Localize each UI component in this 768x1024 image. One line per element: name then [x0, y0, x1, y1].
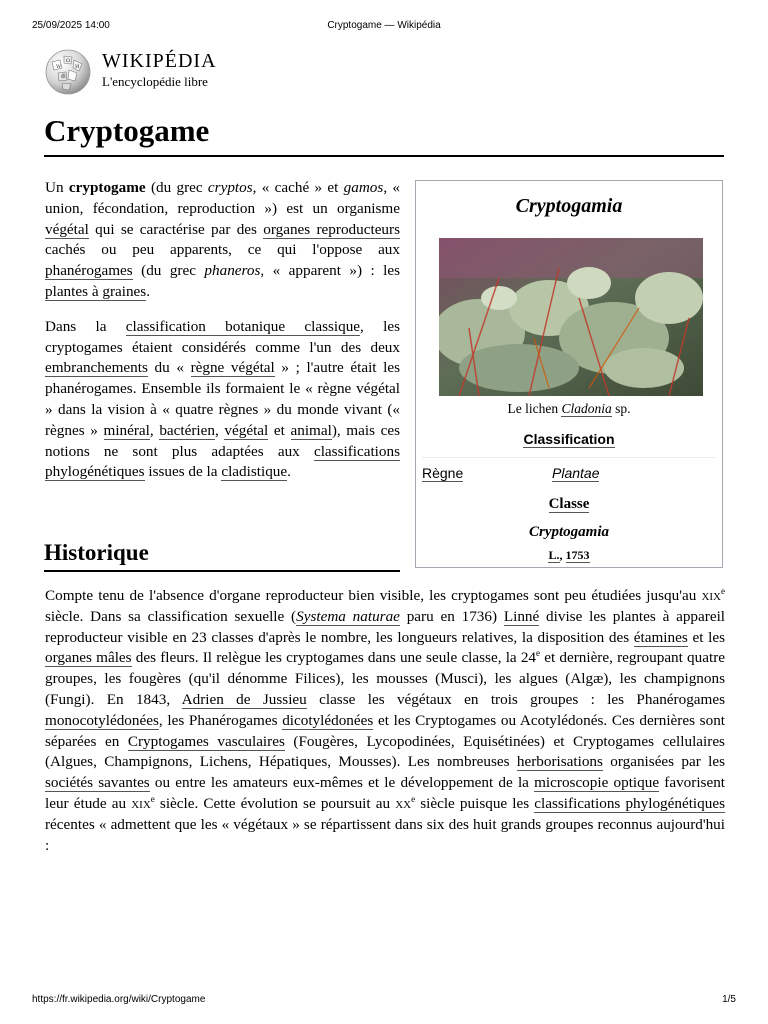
print-doc-title: Cryptogame — Wikipédia	[327, 20, 441, 31]
historique-paragraph: Compte tenu de l'absence d'organe reproducteur bien visible, les cryptogames sont peu étudiées jusqu'au xix$^e$ siècle. Dans sa classification sexuelle (Systema naturae paru en 1736) Linné divise les plantes à appareil reproducteur visible en 23 classes d'après le nombre, les longueurs relatives, la disposition des étamines et les organes mâles des fleurs. Il relègue les cryptogames dans une seule classe, la 24e et dernière, regroupant quatre groupes, les fougères (qu'il dénomme Filices), les mousses (Musci), les algues (Algæ), les champignons (Fungi). En 1843, Adrien de Jussieu classe les végétaux en trois groupes : les Phanérogames monocotylédonées, les Phanérogames dicotylédonées et les Cryptogames ou Acotylédonés. Ces dernières sont séparées en Cryptogames vasculaires (Fougères, Lycopodinées, Equisétinées) et Cryptogames cellulaires (Algues, Champignons, Lichens, Hépatiques, Mousses). Les nombreuses herborisations organisées par les sociétés savantes ou entre les amateurs eux-mêmes et le développement de la microscopie optique favorisent leur étude au xix$^e$ siècle. Cette évolution se poursuit au $xx^e$ siècle puisque les classifications phylogénétiques récentes « admettent que les « végétaux » se répartissent dans six des huit grands groupes reconnus aujourd'hui :	[45, 585, 726, 854]
page-title: Cryptogame	[44, 113, 724, 157]
link-year[interactable]: 1753	[565, 548, 590, 562]
taxobox	[415, 180, 723, 568]
link-societes-savantes[interactable]: sociétés savantes	[45, 774, 150, 792]
link-monocotyledonees[interactable]: monocotylédonées	[45, 711, 159, 729]
class-header[interactable]: Classe	[548, 496, 590, 512]
print-footer	[32, 994, 736, 1008]
taxobox-title: Cryptogamia	[515, 195, 623, 217]
link-bacterien[interactable]: bactérien	[159, 421, 215, 439]
link-author[interactable]: L.	[548, 548, 560, 562]
wikipedia-wordmark: WIKIPÉDIA	[102, 50, 217, 72]
link-organes-reproducteurs[interactable]: organes reproducteurs	[263, 220, 400, 238]
taxon-author: L., 1753	[548, 548, 590, 562]
link-etamines[interactable]: étamines	[633, 628, 688, 646]
section-title-historique: Historique	[44, 540, 400, 572]
link-embranchements[interactable]: embranchements	[45, 359, 148, 377]
link-linne[interactable]: Linné	[503, 607, 540, 625]
link-vegetal-2[interactable]: végétal	[224, 421, 269, 439]
wikipedia-tagline: L'encyclopédie libre	[102, 74, 208, 89]
taxobox-divider	[422, 457, 716, 458]
wikipedia-logo[interactable]	[44, 46, 264, 96]
link-systema-naturae[interactable]: Systema naturae	[296, 607, 400, 625]
taxon-name: Cryptogamia	[528, 524, 609, 540]
svg-text:Ω: Ω	[66, 58, 71, 64]
svg-text:維: 維	[61, 74, 67, 80]
rank-value[interactable]: Plantae	[552, 465, 600, 481]
link-cladistique[interactable]: cladistique	[221, 463, 288, 481]
link-classifications-phylogenetiques-2[interactable]: classifications phylogénétiques	[534, 794, 725, 812]
link-phanerogames[interactable]: phanérogames	[45, 262, 133, 280]
link-organes-males[interactable]: organes mâles	[45, 649, 132, 667]
intro-text	[45, 178, 400, 497]
link-animal[interactable]: animal	[290, 421, 332, 439]
link-plantes-a-graines[interactable]: plantes à graines	[45, 282, 147, 300]
classification-header[interactable]: Classification	[523, 431, 615, 447]
link-dicotyledonees[interactable]: dicotylédonées	[282, 711, 374, 729]
intro-paragraph-2: Dans la classification botanique classique, les cryptogames étaient considérés comme l'un des deux embranchements du « règne végétal » ; l'autre était les phanérogames. Ensemble ils formaient le « règne végétal » dans la vision à « quatre règnes » du monde vivant (« règnes » minéral, bactérien, végétal et animal), mais ces notions ne sont plus adaptées aux classifications phylogénétiques issues de la cladistique.	[45, 317, 401, 481]
link-mineral[interactable]: minéral	[103, 421, 150, 439]
link-regne-vegetal[interactable]: règne végétal	[190, 359, 275, 377]
print-url: https://fr.wikipedia.org/wiki/Cryptogame	[32, 994, 206, 1005]
link-cladonia[interactable]: Cladonia	[561, 401, 612, 416]
link-adrien-de-jussieu[interactable]: Adrien de Jussieu	[181, 690, 307, 708]
link-vegetal[interactable]: végétal	[45, 220, 89, 238]
svg-text:W: W	[56, 64, 62, 70]
print-page-number: 1/5	[722, 994, 736, 1005]
rank-label[interactable]: Règne	[422, 465, 464, 481]
lichen-photo[interactable]	[439, 238, 703, 396]
link-cryptogames-vasculaires[interactable]: Cryptogames vasculaires	[127, 732, 285, 750]
print-header	[32, 20, 736, 34]
link-microscopie-optique[interactable]: microscopie optique	[534, 774, 660, 792]
intro-paragraph-1: Un cryptogame (du grec cryptos, « caché » et gamos, « union, fécondation, reproduction ») est un organisme végétal qui se caractérise par des organes reproducteurs cachés ou peu apparents, ce qui l'oppose aux phanérogames (du grec phaneros, « apparent ») : les plantes à graines.	[45, 179, 401, 300]
lichen-photo-image	[439, 238, 703, 396]
print-datetime: 25/09/2025 14:00	[32, 20, 110, 31]
link-herborisations[interactable]: herborisations	[516, 753, 603, 771]
link-classifications-phylogenetiques[interactable]: classifications phylogénétiques	[45, 442, 400, 481]
photo-caption: Le lichen Cladonia sp.	[507, 401, 631, 416]
wikipedia-globe-icon	[44, 48, 92, 96]
link-classification-botanique-classique[interactable]: classification botanique classique	[125, 317, 361, 335]
svg-text:И: И	[75, 64, 80, 70]
historique-text	[45, 586, 725, 856]
